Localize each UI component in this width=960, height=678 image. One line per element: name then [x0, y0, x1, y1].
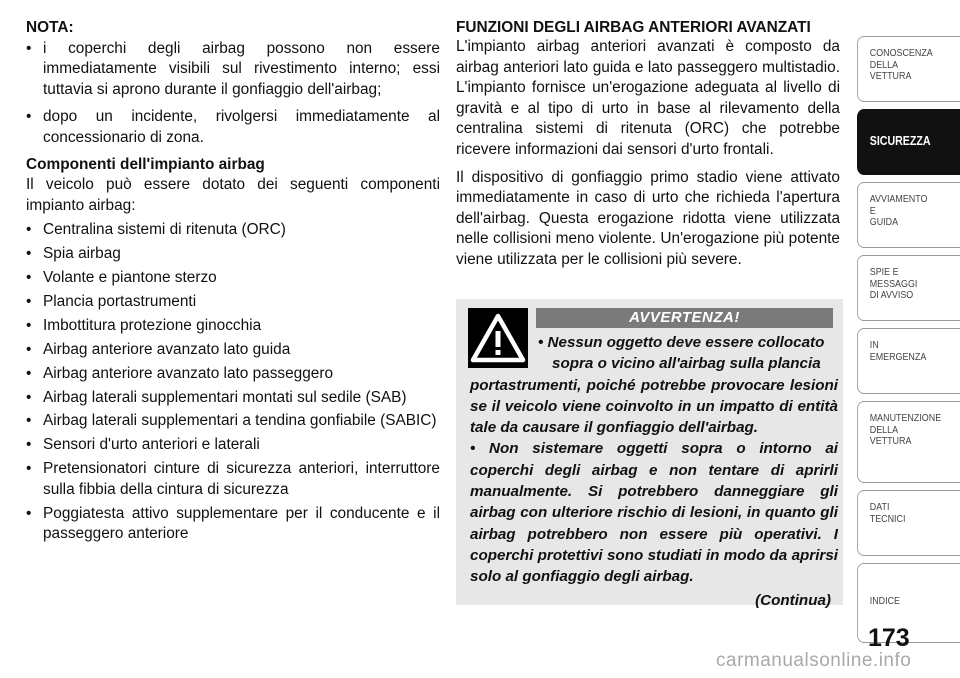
list-item: • Plancia portastrumenti: [26, 292, 440, 313]
tab-dati-tecnici[interactable]: [857, 490, 960, 556]
tab-label-line: CONOSCENZA: [869, 47, 933, 59]
tab-label-line: SICUREZZA: [869, 134, 931, 148]
list-item: • Poggiatesta attivo supplementare per il conducente e il passeggero anteriore: [26, 504, 440, 545]
tab-label-line: EMERGENZA: [869, 350, 927, 363]
list-item: • Airbag anteriore avanzato lato guida: [26, 340, 440, 361]
nota-list: [26, 39, 440, 149]
warning-item-text: • Non sistemare oggetti sopra o intorno ai coperchi degli airbag e non tentare di aprirli manualmente. Si potrebbero danneggiare gli airbag con ulteriore rischio di lesioni, in quanto gli airbag potrebbero non essere più operativi. I coperchi protettivi sono studiati in modo da aprirsi solo al gonfiaggio degli airbag.: [470, 440, 838, 586]
list-item: • Imbottitura protezione ginocchia: [26, 316, 440, 337]
tab-label-line: VETTURA: [869, 435, 912, 447]
tab-manutenzione-della-vettura[interactable]: [857, 401, 960, 483]
tab-label-line: MESSAGGI: [869, 277, 918, 290]
tab-avviamento-e-guida[interactable]: [857, 182, 960, 248]
list-item: • Airbag anteriore avanzato lato passeggero: [26, 364, 440, 385]
tab-spie-e-messaggi-di-avviso[interactable]: [857, 255, 960, 321]
chapter-tabs: [857, 36, 960, 650]
tab-sicurezza[interactable]: [857, 109, 960, 175]
watermark: carmanualsonline.info: [716, 650, 912, 671]
tab-label-line: TECNICI: [869, 512, 906, 525]
paragraph: Il dispositivo di gonfiaggio primo stadio viene attivato immediatamente in caso di urto che richieda l'apertura dell'airbag. Questa erogazione ridotta viene utilizzata nelle collisioni meno violente. Un'erogazione più potente viene utilizzata per le collisioni più severe.: [456, 168, 840, 268]
list-item: • Pretensionatori cinture di sicurezza anteriori, interruttore sulla fibbia della cintura di sicurezza: [26, 459, 440, 500]
tab-conoscenza-della-vettura[interactable]: [857, 36, 960, 102]
list-item: • Airbag laterali supplementari a tendina gonfiabile (SABIC): [26, 411, 440, 432]
nota-item: • dopo un incidente, rivolgersi immediatamente al concessionario di zona.: [26, 107, 440, 148]
tab-label-line: VETTURA: [869, 70, 912, 82]
continued-label: (Continua): [755, 592, 831, 609]
components-list: [26, 220, 440, 545]
warning-box: [456, 299, 843, 609]
list-item: • Centralina sistemi di ritenuta (ORC): [26, 220, 440, 241]
tab-label-line: INDICE: [869, 595, 901, 607]
list-item: • Sensori d'urto anteriori e laterali: [26, 435, 440, 456]
page-number: 173: [868, 624, 910, 652]
paragraph: L'impianto airbag anteriori avanzati è composto da airbag anteriori lato guida e lato passeggero multistadio. L'impianto fornisce un'erogazione adeguata al livello di gravità e al tipo di urto in base al rilevamento della centralina sistemi di ritenuta (ORC) che potrebbe ricevere informazioni dai sensori d'urto frontali.: [456, 38, 840, 158]
nota-title: NOTA:: [26, 19, 74, 36]
left-column: [26, 18, 440, 548]
tab-label-line: DELLA: [869, 423, 899, 436]
nota-item: • i coperchi degli airbag possono non essere immediatamente visibili sul rivestimento interno; essi tuttavia si aprono durante il gonfiaggio dell'airbag;: [26, 39, 440, 101]
tab-label-line: MANUTENZIONE: [869, 412, 942, 424]
tab-label-line: AVVIAMENTO: [869, 193, 928, 205]
warning-item-line: • Nessun oggetto deve essere collocato: [538, 334, 825, 351]
components-title: Componenti dell'impianto airbag: [26, 155, 265, 173]
warning-item-line: sopra o vicino all'airbag sulla plancia: [552, 355, 821, 373]
tab-in-emergenza[interactable]: [857, 328, 960, 394]
right-column: [456, 18, 840, 277]
list-item: • Volante e piantone sterzo: [26, 268, 440, 289]
list-item: • Spia airbag: [26, 244, 440, 265]
tab-label-line: SPIE E: [869, 266, 899, 278]
warning-text: [470, 326, 838, 588]
section-title: FUNZIONI DEGLI AIRBAG ANTERIORI AVANZATI: [456, 19, 811, 36]
tab-label-line: E: [869, 204, 876, 217]
list-item: • Airbag laterali supplementari montati sul sedile (SAB): [26, 388, 440, 409]
warning-title: AVVERTENZA!: [536, 308, 833, 328]
warning-item-text: portastrumenti, poiché potrebbe provocare lesioni se il veicolo viene coinvolto in un impatto di entità tale da causare il gonfiaggio dell'airbag.: [470, 376, 838, 437]
tab-label-line: DELLA: [869, 58, 899, 71]
tab-label-line: GUIDA: [869, 216, 899, 228]
tab-label-line: DI AVVISO: [869, 289, 914, 301]
tab-label-line: DATI: [869, 501, 890, 513]
components-intro: Il veicolo può essere dotato dei seguenti componenti impianto airbag:: [26, 176, 440, 214]
tab-label-line: IN: [869, 339, 879, 351]
